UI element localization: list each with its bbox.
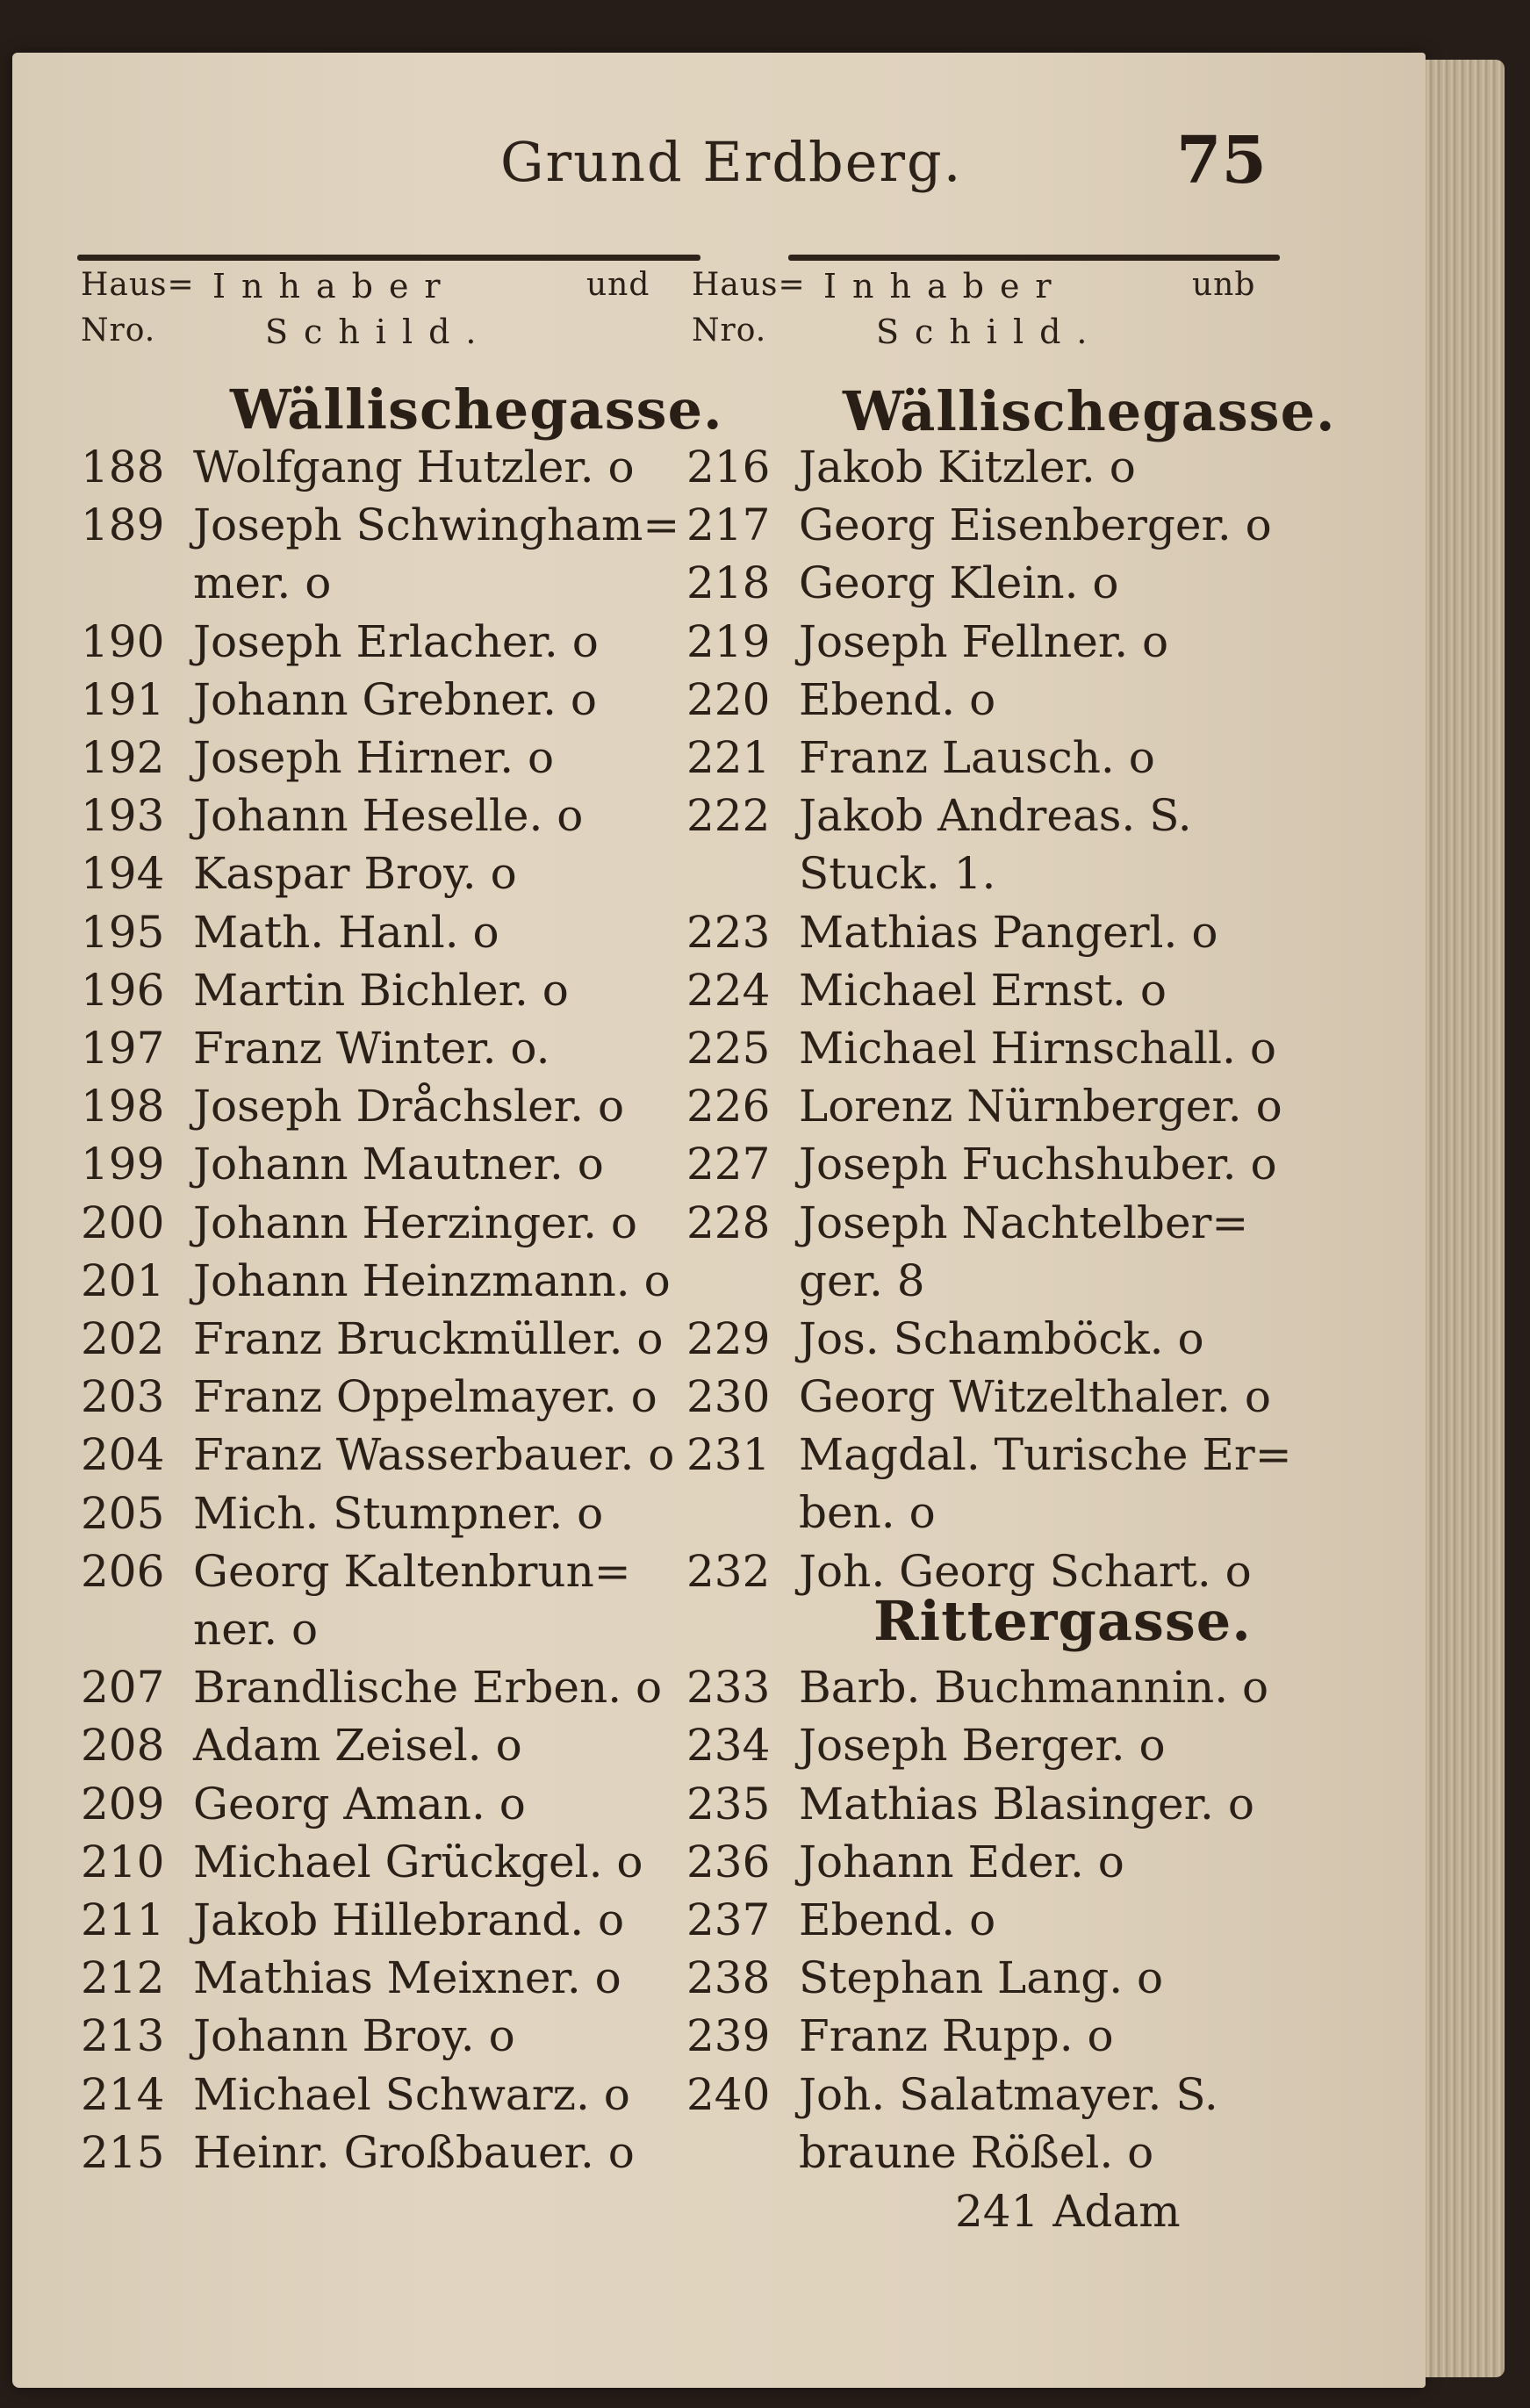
owner-name: Franz Rupp. o (799, 2010, 1114, 2062)
owner-name: Franz Winter. o. (193, 1023, 550, 1074)
owner-name: Michael Ernst. o (799, 964, 1167, 1016)
owner-name-continued: ger. 8 (799, 1254, 925, 1306)
owner-name: Martin Bichler. o (193, 964, 569, 1016)
house-number: 201 (81, 1254, 165, 1306)
owner-name: Michael Schwarz. o (193, 2068, 630, 2120)
owner-name: Johann Broy. o (193, 2010, 515, 2062)
house-number: 204 (81, 1429, 165, 1481)
house-number: 190 (81, 615, 165, 667)
house-number: 214 (81, 2068, 165, 2120)
owner-name: Joseph Hirner. o (193, 732, 555, 783)
owner-name-continued: Stuck. 1. (799, 848, 996, 900)
house-number: 230 (686, 1371, 771, 1423)
house-number: 223 (686, 906, 771, 958)
owner-name-continued: mer. o (193, 557, 332, 609)
owner-name: Joseph Fellner. o (799, 615, 1169, 667)
house-number: 231 (686, 1429, 771, 1481)
house-number: 226 (686, 1081, 771, 1132)
owner-name: Mathias Meixner. o (193, 1952, 621, 2004)
page-title: Grund Erdberg. (500, 130, 963, 194)
house-number: 193 (81, 790, 165, 842)
owner-name: Math. Hanl. o (193, 906, 499, 958)
house-number: 236 (686, 1836, 771, 1887)
owner-name: Adam Zeisel. o (193, 1720, 522, 1772)
owner-name-continued: ben. o (799, 1487, 936, 1539)
running-head (0, 114, 1530, 202)
house-number: 225 (686, 1023, 771, 1074)
owner-name: Lorenz Nürnberger. o (799, 1081, 1282, 1132)
owner-name: Barb. Buchmannin. o (799, 1662, 1269, 1714)
owner-name: Mich. Stumpner. o (193, 1487, 604, 1539)
header-rule-right (788, 255, 1280, 261)
house-number: 213 (81, 2010, 165, 2062)
owner-name: Johann Heinzmann. o (193, 1254, 671, 1306)
column-header-und: unb (1192, 267, 1256, 303)
house-number: 194 (81, 848, 165, 900)
column-header-right (692, 267, 1306, 363)
street-heading-rittergasse: Rittergasse. (873, 1589, 1252, 1653)
house-number: 199 (81, 1139, 165, 1190)
owner-name: Jakob Kitzler. o (799, 442, 1136, 492)
column-header-schild: Schild. (876, 313, 1103, 351)
house-number: 237 (686, 1894, 771, 1945)
house-number: 202 (81, 1313, 165, 1364)
owner-name: Magdal. Turische Er= (799, 1429, 1292, 1481)
house-number: 206 (81, 1545, 165, 1597)
house-number: 221 (686, 732, 771, 783)
column-header-schild: Schild. (265, 313, 492, 351)
owner-name: Ebend. o (799, 1894, 996, 1945)
owner-name: Wolfgang Hutzler. o (193, 442, 635, 492)
owner-name: Brandlische Erben. o (193, 1662, 663, 1714)
owner-name: Franz Lausch. o (799, 732, 1155, 783)
owner-name: Joseph Berger. o (799, 1720, 1166, 1772)
owner-name: Joh. Georg Schart. o (799, 1545, 1252, 1597)
owner-name-continued: braune Rößel. o (799, 2126, 1154, 2178)
catchword: 241 Adam (955, 2186, 1181, 2237)
owner-name: Joseph Nachtelber= (799, 1197, 1249, 1248)
house-number: 208 (81, 1720, 165, 1772)
house-number: 233 (686, 1662, 771, 1714)
owner-name: Joseph Dråchsler. o (193, 1081, 625, 1132)
street-heading-right: Wällischegasse. (843, 379, 1336, 443)
owner-name: Heinr. Großbauer. o (193, 2126, 635, 2178)
column-header-haus: Haus= (692, 267, 806, 303)
owner-name: Johann Heselle. o (193, 790, 584, 842)
house-number: 205 (81, 1487, 165, 1539)
owner-name: Jos. Schamböck. o (799, 1313, 1204, 1364)
owner-name: Kaspar Broy. o (193, 848, 517, 900)
house-number: 196 (81, 964, 165, 1016)
owner-name: Joh. Salatmayer. S. (799, 2068, 1218, 2120)
page-edges (1426, 60, 1505, 2377)
owner-name: Joseph Erlacher. o (193, 615, 599, 667)
owner-name: Ebend. o (799, 673, 996, 725)
house-number: 235 (686, 1778, 771, 1829)
house-number: 224 (686, 964, 771, 1016)
house-number: 207 (81, 1662, 165, 1714)
house-number: 197 (81, 1023, 165, 1074)
house-number: 195 (81, 906, 165, 958)
house-number: 229 (686, 1313, 771, 1364)
house-number: 218 (686, 557, 771, 609)
house-number: 227 (686, 1139, 771, 1190)
house-number: 219 (686, 615, 771, 667)
owner-name: Mathias Pangerl. o (799, 906, 1218, 958)
owner-name: Johann Eder. o (799, 1836, 1124, 1887)
column-header-inhaber: Inhaber (823, 267, 1067, 305)
house-number: 192 (81, 732, 165, 783)
column-header-haus: Haus= (81, 267, 195, 303)
column-header-inhaber: Inhaber (212, 267, 456, 305)
header-rule-left (77, 255, 700, 261)
owner-name-continued: ner. o (193, 1603, 319, 1655)
house-number: 222 (686, 790, 771, 842)
owner-name: Georg Eisenberger. o (799, 500, 1272, 551)
house-number: 189 (81, 500, 165, 551)
owner-name: Michael Grückgel. o (193, 1836, 643, 1887)
owner-name: Franz Bruckmüller. o (193, 1313, 664, 1364)
house-number: 198 (81, 1081, 165, 1132)
owner-name: Franz Wasserbauer. o (193, 1429, 675, 1481)
house-number: 234 (686, 1720, 771, 1772)
house-number: 212 (81, 1952, 165, 2004)
house-number: 191 (81, 673, 165, 725)
owner-name: Georg Aman. o (193, 1778, 526, 1829)
house-number: 239 (686, 2010, 771, 2062)
house-number: 228 (686, 1197, 771, 1248)
owner-name: Joseph Fuchshuber. o (799, 1139, 1277, 1190)
house-number: 216 (686, 442, 771, 492)
owner-name: Jakob Andreas. S. (799, 790, 1192, 842)
owner-name: Joseph Schwingham= (193, 500, 680, 551)
owner-name: Stephan Lang. o (799, 1952, 1164, 2004)
house-number: 210 (81, 1836, 165, 1887)
owner-name: Georg Klein. o (799, 557, 1119, 609)
owner-name: Mathias Blasinger. o (799, 1778, 1254, 1829)
column-header-und: und (586, 267, 650, 303)
house-number: 217 (686, 500, 771, 551)
page-number: 75 (1176, 123, 1267, 198)
house-number: 200 (81, 1197, 165, 1248)
house-number: 220 (686, 673, 771, 725)
house-number: 211 (81, 1894, 165, 1945)
column-header-nro: Nro. (81, 313, 156, 349)
owner-name: Johann Grebner. o (193, 673, 597, 725)
house-number: 209 (81, 1778, 165, 1829)
owner-name: Georg Kaltenbrun= (193, 1545, 631, 1597)
house-number: 238 (686, 1952, 771, 2004)
owner-name: Franz Oppelmayer. o (193, 1371, 657, 1423)
house-number: 240 (686, 2068, 771, 2120)
house-number: 188 (81, 442, 165, 492)
owner-name: Georg Witzelthaler. o (799, 1371, 1271, 1423)
house-number: 232 (686, 1545, 771, 1597)
owner-name: Johann Mautner. o (193, 1139, 604, 1190)
house-number: 215 (81, 2126, 165, 2178)
street-heading-left: Wällischegasse. (230, 377, 723, 442)
column-header-left (81, 267, 695, 363)
house-number: 203 (81, 1371, 165, 1423)
column-header-nro: Nro. (692, 313, 767, 349)
owner-name: Johann Herzinger. o (193, 1197, 637, 1248)
owner-name: Michael Hirnschall. o (799, 1023, 1276, 1074)
owner-name: Jakob Hillebrand. o (193, 1894, 625, 1945)
